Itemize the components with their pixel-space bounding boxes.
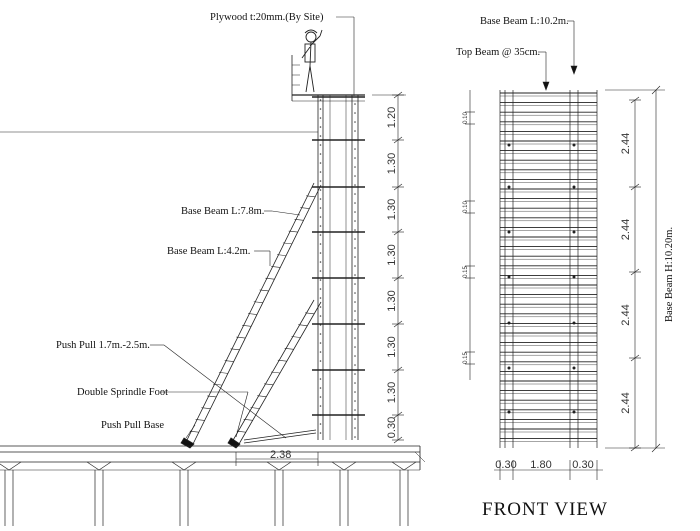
front-right-dimension — [605, 86, 665, 452]
front-view-title: FRONT VIEW — [482, 499, 608, 520]
push-pull-label: Push Pull 1.7m.-2.5m. — [56, 340, 150, 351]
front-left-dimension-value: 0.15 — [463, 352, 469, 364]
side-dimension-value: 0.30 — [386, 416, 398, 439]
side-dimension-value: 1.30 — [386, 336, 398, 358]
ground-slab — [0, 446, 425, 526]
side-view — [0, 17, 425, 526]
front-left-dimension-value: 0.10 — [463, 201, 469, 213]
front-dimension-labels — [620, 133, 632, 414]
top-beams — [500, 93, 597, 442]
side-dimension-value: 1.20 — [386, 106, 398, 129]
top-beam-label: Top Beam @ 35cm. — [456, 47, 541, 58]
wall-formwork — [312, 95, 365, 440]
front-bottom-dimension-labels — [495, 459, 593, 471]
front-left-dimension-value: 0.10 — [463, 112, 469, 124]
piles — [0, 462, 416, 526]
front-bottom-dimension-value: 1.80 — [530, 459, 552, 471]
plywood-label: Plywood t:20mm.(By Site) — [210, 12, 324, 23]
side-dimension-value: 1.30 — [386, 152, 398, 175]
front-left-dimension — [465, 90, 475, 380]
bottom-dimension-text: 2.38 — [270, 449, 292, 461]
side-dimension-labels — [386, 107, 398, 438]
front-dimension-value: 2.44 — [620, 304, 632, 326]
worker-figure — [302, 30, 322, 92]
push-pull-base-plate — [181, 438, 240, 448]
side-dimension-value: 1.30 — [386, 244, 398, 266]
push-pull-base-label: Push Pull Base — [101, 420, 165, 431]
front-height-label: Base Beam H:10.20m. — [664, 226, 675, 322]
front-view — [465, 21, 665, 480]
base-beam-long-label: Base Beam L:7.8m. — [181, 206, 265, 217]
front-dimension-value: 2.44 — [620, 132, 632, 155]
double-foot-label: Double Sprindle Foot — [77, 387, 168, 398]
side-dimension-value: 1.30 — [386, 198, 398, 221]
front-bottom-dimension-value: 0.30 — [572, 459, 594, 471]
front-leaders — [538, 21, 577, 90]
front-left-dimension-value: 0.15 — [463, 266, 469, 278]
base-beam-short-label: Base Beam L:4.2m. — [167, 246, 251, 257]
front-dimension-value: 2.44 — [620, 392, 632, 414]
wall-texture — [320, 99, 356, 438]
front-base-beam-label: Base Beam L:10.2m. — [480, 16, 569, 27]
front-left-dimension-labels — [463, 112, 469, 364]
side-dimension-value: 1.30 — [386, 381, 398, 404]
side-dimension-value: 1.30 — [386, 290, 398, 312]
front-bottom-dimension-value: 0.30 — [495, 459, 517, 471]
front-dimension-value: 2.44 — [620, 218, 632, 241]
push-pull-prop — [244, 430, 316, 443]
